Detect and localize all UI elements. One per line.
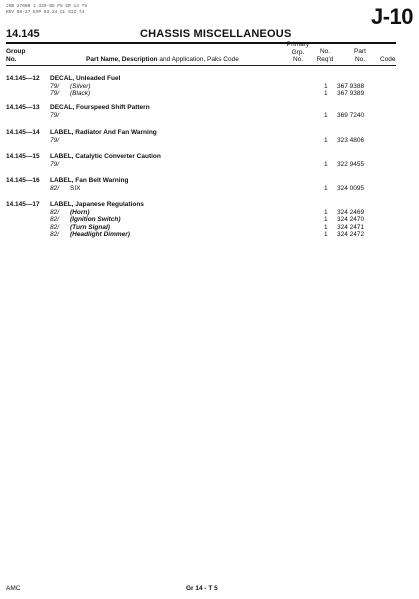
part-number: 323 4806 [337, 136, 365, 144]
col-partno-label: No. [354, 55, 366, 63]
group-number: 14.145—16 [6, 177, 40, 184]
part-number: 324 0095 [337, 184, 365, 192]
part-name: LABEL, Japanese Regulations [50, 201, 144, 208]
application: (Ignition Switch) [70, 216, 121, 223]
part-number: 369 7240 [337, 111, 365, 119]
part-number: 324 2470 [337, 216, 365, 223]
col-primary-label: Primary [286, 41, 310, 48]
part-name: DECAL, Fourspeed Shift Pattern [50, 104, 150, 111]
part-number: 324 2469 [337, 208, 365, 216]
col-group-header [6, 48, 26, 63]
parts-entry [6, 129, 401, 144]
columns-rule [6, 65, 396, 66]
group-number: 14.145—15 [6, 153, 40, 160]
job-reference-line: REV 09-27 EXP 03.24 CL SIZ 74 [6, 9, 85, 15]
year: 82/ [50, 208, 60, 216]
col-primary-label: No. [292, 56, 304, 63]
quantity: 1 [324, 160, 328, 168]
application: (Black) [70, 90, 91, 97]
section-number: 14.145 [6, 28, 40, 40]
part-number: 367 9388 [337, 82, 365, 90]
year: 79/ [50, 82, 60, 90]
quantity: 1 [324, 111, 328, 119]
year: 79/ [50, 136, 60, 144]
quantity: 1 [324, 136, 328, 144]
application: (Horn) [70, 208, 90, 216]
year: 82/ [50, 184, 60, 192]
page-code: J-10 [370, 4, 413, 29]
parts-entry [6, 201, 401, 239]
footer-page-ref: Gr 14 - T 5 [186, 585, 218, 592]
footer-brand: AMC [6, 585, 21, 592]
col-partno-header [350, 48, 370, 63]
header-rule [6, 42, 396, 44]
col-partname-rest: and Application, Paks Code [157, 56, 239, 63]
year: 82/ [50, 223, 60, 231]
part-number: 324 2472 [337, 231, 365, 238]
col-req-label: Req'd [316, 55, 334, 63]
col-partno-label: Part [354, 48, 366, 55]
parts-entry [6, 75, 401, 98]
col-primary-header [284, 41, 312, 64]
col-group-label: No. [6, 55, 17, 63]
parts-entry [6, 104, 401, 119]
col-partname-bold: Part Name, Description [86, 56, 158, 63]
application: (Silver) [70, 82, 91, 90]
col-primary-label: Grp. [291, 48, 305, 56]
part-name: LABEL, Radiator And Fan Warning [50, 129, 157, 136]
col-group-label: Group [6, 48, 26, 55]
year: 82/ [50, 216, 60, 223]
quantity: 1 [324, 208, 328, 216]
group-number: 14.145—14 [6, 129, 40, 136]
part-name: LABEL, Catalytic Converter Caution [50, 153, 161, 160]
quantity: 1 [324, 231, 328, 238]
group-number: 14.145—12 [6, 75, 40, 82]
col-partname-header [86, 56, 239, 64]
quantity: 1 [324, 223, 328, 231]
col-code-header: Code [380, 56, 396, 63]
group-number: 14.145—13 [6, 104, 40, 111]
quantity: 1 [324, 90, 328, 97]
year: 79/ [50, 111, 60, 119]
application: SIX [70, 184, 81, 192]
part-number: 367 9389 [337, 90, 365, 97]
part-number: 322 9455 [337, 160, 365, 168]
job-reference-line: JOB 27000 1.329-05 PS GR 14 T5 [6, 4, 88, 9]
application: (Turn Signal) [70, 223, 110, 231]
page-title: CHASSIS MISCELLANEOUS [140, 28, 292, 40]
quantity: 1 [324, 216, 328, 223]
application: (Headlight Dimmer) [70, 231, 130, 238]
col-req-label: No. [319, 48, 331, 55]
parts-entry [6, 177, 401, 192]
part-number: 324 2471 [337, 223, 365, 231]
quantity: 1 [324, 82, 328, 90]
quantity: 1 [324, 184, 328, 192]
part-name: LABEL, Fan Belt Warning [50, 177, 129, 184]
col-req-header [314, 48, 336, 63]
parts-entry [6, 153, 401, 168]
job-reference [6, 4, 87, 15]
year: 82/ [50, 231, 60, 238]
part-name: DECAL, Unleaded Fuel [50, 75, 121, 82]
year: 79/ [50, 90, 60, 97]
group-number: 14.145—17 [6, 201, 40, 208]
year: 79/ [50, 160, 60, 168]
